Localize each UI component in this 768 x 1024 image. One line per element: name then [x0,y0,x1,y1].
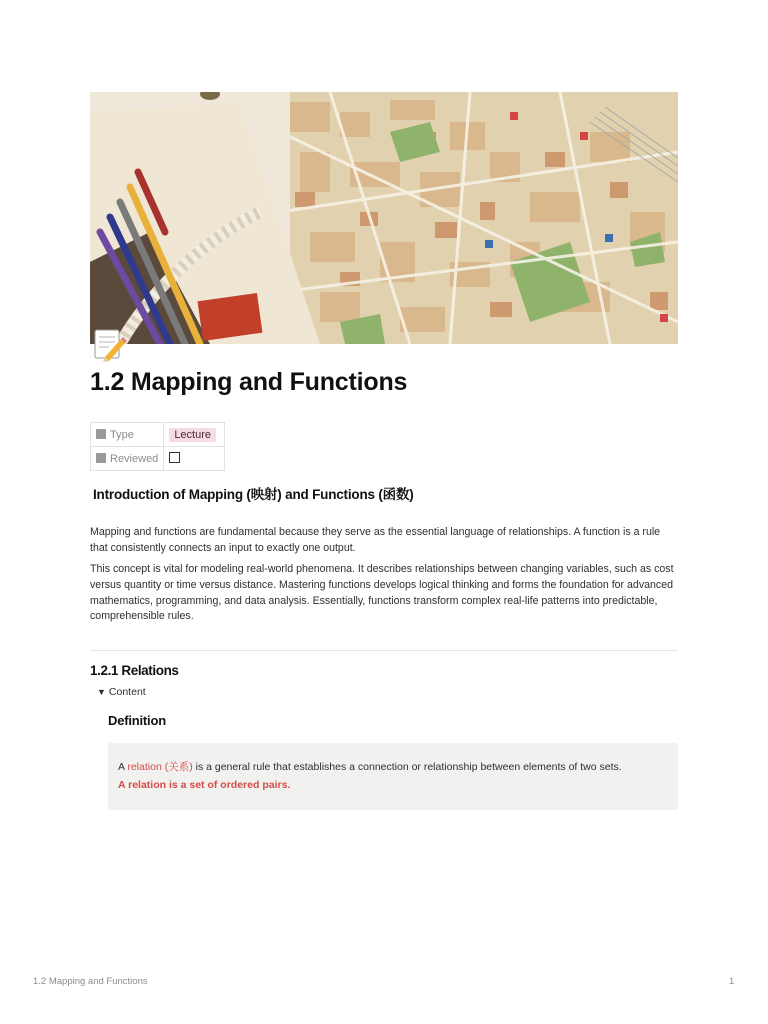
content-toggle[interactable]: ▼ Content [97,686,146,698]
type-tag[interactable]: Lecture [169,428,216,442]
cover-image [90,92,678,344]
checkbox-property-icon [96,453,106,463]
intro-paragraph: This concept is vital for modeling real-world phenomena. It describes relationships between changing variables, such as cost versus quantity or time versus distance. Mastering functions develops logical thinking and forms the foundation for advanced mathematics, programming, and data analysis. Essentially, functions transform complex real-life patterns into predictable, comprehensible rules. [90,563,674,623]
property-name: Type [91,423,164,447]
property-value[interactable] [164,447,225,471]
property-name: Reviewed [91,447,164,471]
memo-pencil-icon [93,326,127,362]
divider [90,650,678,651]
reviewed-checkbox[interactable] [169,452,180,463]
triangle-down-icon: ▼ [97,687,106,697]
relation-highlight: relation (关系) [127,761,193,773]
footer-title: 1.2 Mapping and Functions [33,976,148,987]
definition-callout [108,743,678,810]
property-value[interactable] [164,423,225,447]
footer-page-number: 1 [729,976,735,987]
section-heading-relations: 1.2.1 Relations [90,663,179,678]
callout-emphasis: A relation is a set of ordered pairs. [118,779,291,791]
properties-table [90,422,225,471]
list-icon [96,429,106,439]
intro-paragraph: Mapping and functions are fundamental because they serve as the essential language of relationships. A function is a rule that consistently connects an input to exactly one output. [90,526,661,554]
property-row-type [91,423,225,447]
definition-heading: Definition [108,713,166,728]
callout-text: A relation (关系) is a general rule that establishes a connection or relationship between elements of two sets. [118,761,622,773]
property-row-reviewed [91,447,225,471]
page-title: 1.2 Mapping and Functions [90,368,408,396]
intro-heading: Introduction of Mapping (映射) and Functions (函数) [93,487,414,502]
